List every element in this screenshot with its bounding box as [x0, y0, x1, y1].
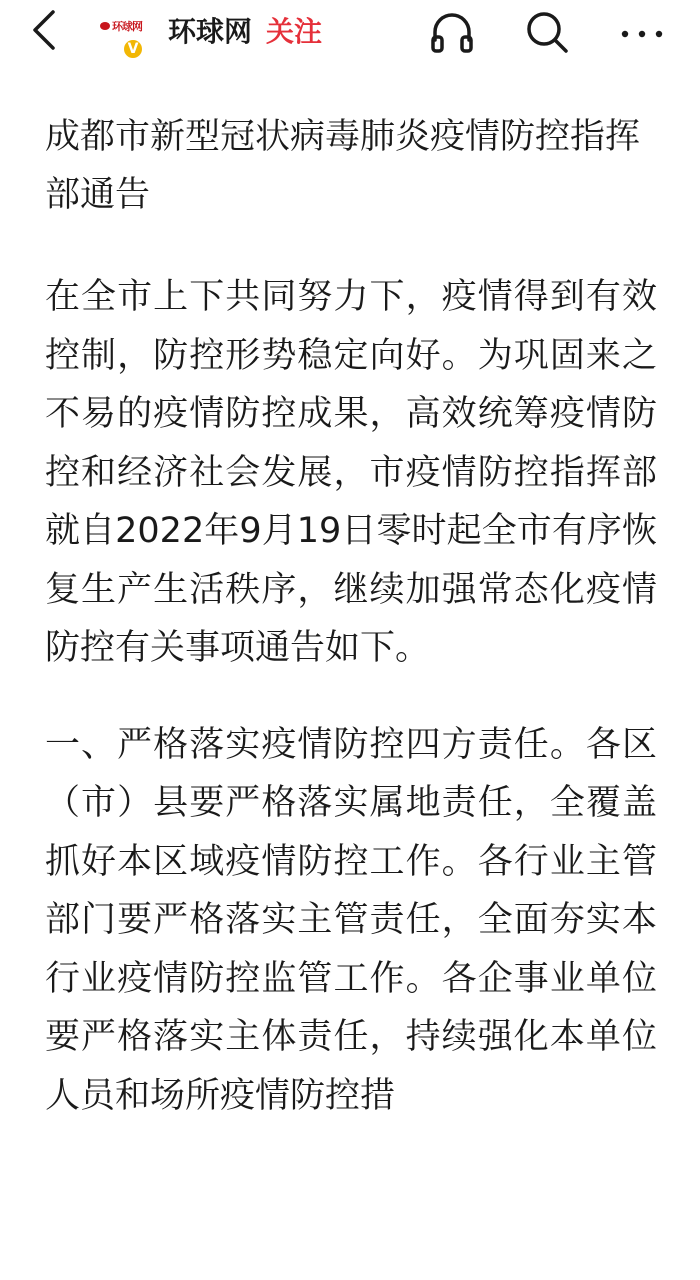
- back-arrow-icon: [29, 8, 59, 56]
- more-dots-icon: [619, 25, 665, 44]
- account-avatar[interactable]: [100, 14, 144, 58]
- back-button[interactable]: [22, 10, 66, 54]
- top-navigation-bar: [0, 0, 700, 68]
- account-logo: [100, 14, 144, 38]
- article-paragraph: 在全市上下共同努力下，疫情得到有效控制，防控形势稳定向好。为巩固来之不易的疫情防控成果，高效统筹疫情防控和经济社会发展，市疫情防控指挥部就自2022年9月19日零时起全市有序恢复生产生活秩序，继续加强常态化疫情防控有关事项通告如下。: [45, 277, 657, 668]
- account-name[interactable]: 环球网: [168, 15, 253, 48]
- headphone-icon: [429, 10, 475, 58]
- follow-button[interactable]: 关注: [266, 15, 323, 48]
- more-button[interactable]: [618, 10, 666, 58]
- verified-badge: V: [122, 38, 144, 60]
- logo-text: 环球网: [112, 20, 142, 33]
- article-body: [45, 108, 657, 1163]
- listen-button[interactable]: [428, 10, 476, 58]
- article-paragraph: 一、严格落实疫情防控四方责任。各区（市）县要严格落实属地责任，全覆盖抓好本区域疫情防控工作。各行业主管部门要严格落实主管责任，全面夯实本行业疫情防控监管工作。各企事业单位要严格落实主体责任，持续强化本单位人员和场所疫情防控措: [45, 724, 657, 1116]
- search-icon: [524, 9, 570, 59]
- article-title: 成都市新型冠状病毒肺炎疫情防控指挥部通告: [45, 117, 641, 215]
- search-button[interactable]: [523, 10, 571, 58]
